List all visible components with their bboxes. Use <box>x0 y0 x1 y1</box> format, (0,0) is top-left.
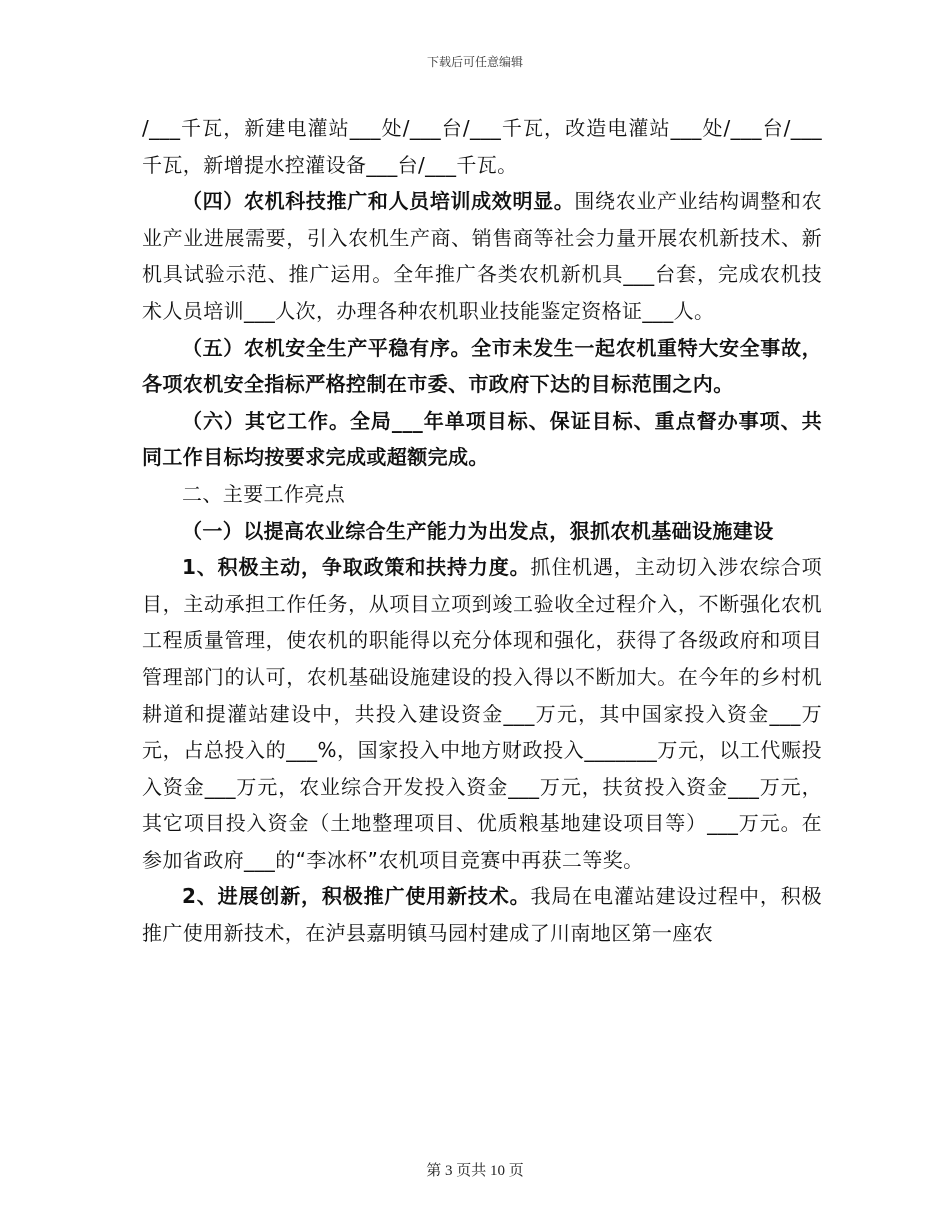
paragraph <box>142 403 822 476</box>
paragraph-text: 我局在电灌站建设过程中，积极推广使用新技术，在泸县嘉明镇马园村建成了川南地区第一座农 <box>142 884 822 946</box>
paragraph-text: （五）农机安全生产平稳有序。全市未发生一起农机重特大安全事故，各项农机安全指标严格控制在市委、市政府下达的目标范围之内。 <box>142 335 822 397</box>
paragraph-heading: 2、进展创新，积极推广使用新技术。 <box>182 884 531 909</box>
paragraph <box>142 330 822 403</box>
document-body <box>142 110 822 952</box>
paragraph-heading: 1、积极主动，争取政策和扶持力度。 <box>182 555 531 580</box>
paragraph <box>142 878 822 951</box>
paragraph-text: 围绕农业产业结构调整和农业产业进展需要，引入农机生产商、销售商等社会力量开展农机新技术、新机具试验示范、推广运用。全年推广各类农机新机具___台套，完成农机技术人员培训___人次，办理各种农机职业技能鉴定资格证___人。 <box>142 189 822 323</box>
paragraph <box>142 183 822 329</box>
page-footer: 第 3 页共 10 页 <box>426 1163 524 1179</box>
paragraph-heading: （四）农机科技推广和人员培训成效明显。 <box>182 189 575 214</box>
paragraph <box>142 513 822 550</box>
paragraph-text: /___千瓦，新建电灌站___处/___台/___千瓦，改造电灌站___处/___台/___千瓦，新增提水控灌设备___台/___千瓦。 <box>142 116 822 177</box>
paragraph-text: （一）以提高农业综合生产能力为出发点，狠抓农机基础设施建设 <box>182 518 774 543</box>
paragraph <box>142 110 822 183</box>
paragraph-text: 二、主要工作亮点 <box>182 481 346 506</box>
page-header: 下载后可任意编辑 <box>426 55 523 69</box>
paragraph-text: （六）其它工作。全局___年单项目标、保证目标、重点督办事项、共同工作目标均按要求完成或超额完成。 <box>142 408 822 470</box>
paragraph-text: 抓住机遇，主动切入涉农综合项目，主动承担工作任务，从项目立项到竣工验收全过程介入，不断强化农机工程质量管理，使农机的职能得以充分体现和强化，获得了各级政府和项目管理部门的认可，农机基础设施建设的投入得以不断加大。在今年的乡村机耕道和提灌站建设中，共投入建设资金___万元，其中国家投入资金___万元，占总投入的___%，国家投入中地方财政投入_______万元，以工代赈投入资金___万元，农业综合开发投入资金___万元，扶贫投入资金___万元，其它项目投入资金（土地整理项目、优质粮基地建设项目等）___万元。在参加省政府___的“李冰杯”农机项目竞赛中再获二等奖。 <box>142 555 822 872</box>
paragraph <box>142 549 822 878</box>
paragraph <box>142 476 822 513</box>
